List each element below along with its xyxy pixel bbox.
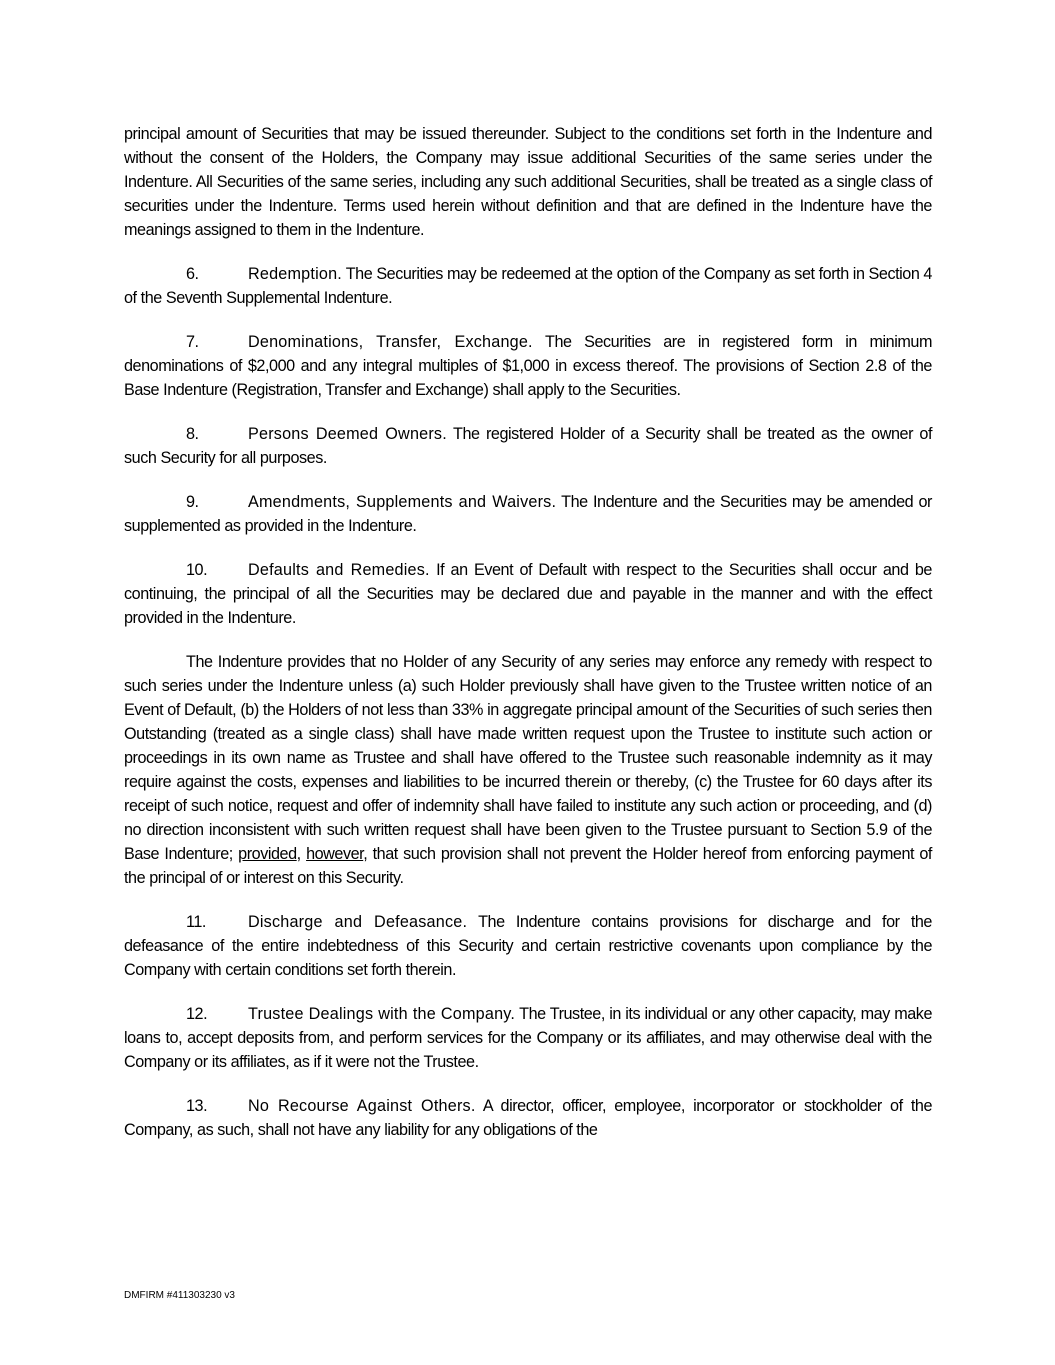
section-7 <box>124 330 932 402</box>
section-body: A director, officer, employee, incorporator or stockholder of the Company, as such, shall not have any liability for any obligations of the <box>124 1097 932 1139</box>
section-number: 11. <box>186 913 206 931</box>
section-body: If an Event of Default with respect to the Securities shall occur and be continuing, the principal of all the Securities may be declared due and payable in the manner and with the effect provided in the Indenture. <box>124 561 932 627</box>
section-heading: Redemption. <box>248 265 342 283</box>
section-12 <box>124 1002 932 1074</box>
section-number: 6. <box>186 265 199 283</box>
section-heading: Defaults and Remedies. <box>248 561 430 579</box>
remedies-comma: , <box>296 845 307 863</box>
section-number: 13. <box>186 1097 208 1115</box>
remedies-paragraph <box>124 650 932 890</box>
intro-paragraph: principal amount of Securities that may be issued thereunder. Subject to the conditions set forth in the Indenture and without the consent of the Holders, the Company may issue additional Securities of the same series under the Indenture. All Securities of the same series, including any such additional Securities, shall be treated as a single class of securities under the Indenture. Terms used herein without definition and that are defined in the Indenture have the meanings assigned to them in the Indenture. <box>124 125 932 239</box>
section-body: The registered Holder of a Security shall be treated as the owner of such Security for all purposes. <box>124 425 933 467</box>
section-number: 9. <box>186 493 199 511</box>
section-number: 8. <box>186 425 199 443</box>
section-heading: Persons Deemed Owners. <box>248 425 447 443</box>
section-number: 10. <box>186 561 208 579</box>
section-body: The Indenture contains provisions for discharge and for the defeasance of the entire indebtedness of this Security and certain restrictive covenants upon compliance by the Company with certain conditions set forth therein. <box>124 913 932 979</box>
section-9 <box>124 490 932 538</box>
document-footer-id: DMFIRM #411303230 v3 <box>124 1290 235 1301</box>
section-heading: Denominations, Transfer, Exchange. <box>248 333 533 351</box>
however-term: however <box>306 845 364 863</box>
section-heading: No Recourse Against Others. <box>248 1097 476 1115</box>
section-10 <box>124 558 932 630</box>
remedies-text-2: , that such provision shall not prevent the Holder hereof from enforcing payment of the principal of or interest on this Security. <box>124 845 932 887</box>
document-page <box>124 122 932 1162</box>
remedies-text-1: The Indenture provides that no Holder of any Security of any series may enforce any remedy with respect to such series under the Indenture unless (a) such Holder previously shall have given to the Trustee written notice of an Event of Default, (b) the Holders of not less than 33% in aggregate principal amount of the Securities of such series then Outstanding (treated as a single class) shall have made written request upon the Trustee to institute such action or proceedings in its own name as Trustee and shall have offered to the Trustee such reasonable indemnity as it may require against the costs, expenses and liabilities to be incurred therein or thereby, (c) the Trustee for 60 days after its receipt of such notice, request and offer of indemnity shall have failed to institute any such action or proceeding, and (d) no direction inconsistent with such written request shall have been given to the Trustee pursuant to Section 5.9 of the Base Indenture; <box>124 653 932 863</box>
section-body: The Securities are in registered form in minimum denominations of $2,000 and any integral multiples of $1,000 in excess thereof. The provisions of Section 2.8 of the Base Indenture (Registration, Transfer and Exchange) shall apply to the Securities. <box>124 333 932 399</box>
section-6 <box>124 262 932 310</box>
section-body: The Securities may be redeemed at the option of the Company as set forth in Section 4 of the Seventh Supplemental Indenture. <box>124 265 932 307</box>
section-heading: Trustee Dealings with the Company. <box>248 1005 516 1023</box>
provided-term: provided <box>238 845 297 863</box>
section-11 <box>124 910 932 982</box>
section-body: The Trustee, in its individual or any other capacity, may make loans to, accept deposits from, and perform services for the Company or its affiliates, and may otherwise deal with the Company or its affiliates, as if it were not the Trustee. <box>124 1005 933 1071</box>
section-heading: Amendments, Supplements and Waivers. <box>248 493 557 511</box>
section-number: 7. <box>186 333 199 351</box>
section-13 <box>124 1094 932 1142</box>
section-8 <box>124 422 932 470</box>
section-body: The Indenture and the Securities may be amended or supplemented as provided in the Indenture. <box>124 493 932 535</box>
section-heading: Discharge and Defeasance. <box>248 913 468 931</box>
section-number: 12. <box>186 1005 208 1023</box>
